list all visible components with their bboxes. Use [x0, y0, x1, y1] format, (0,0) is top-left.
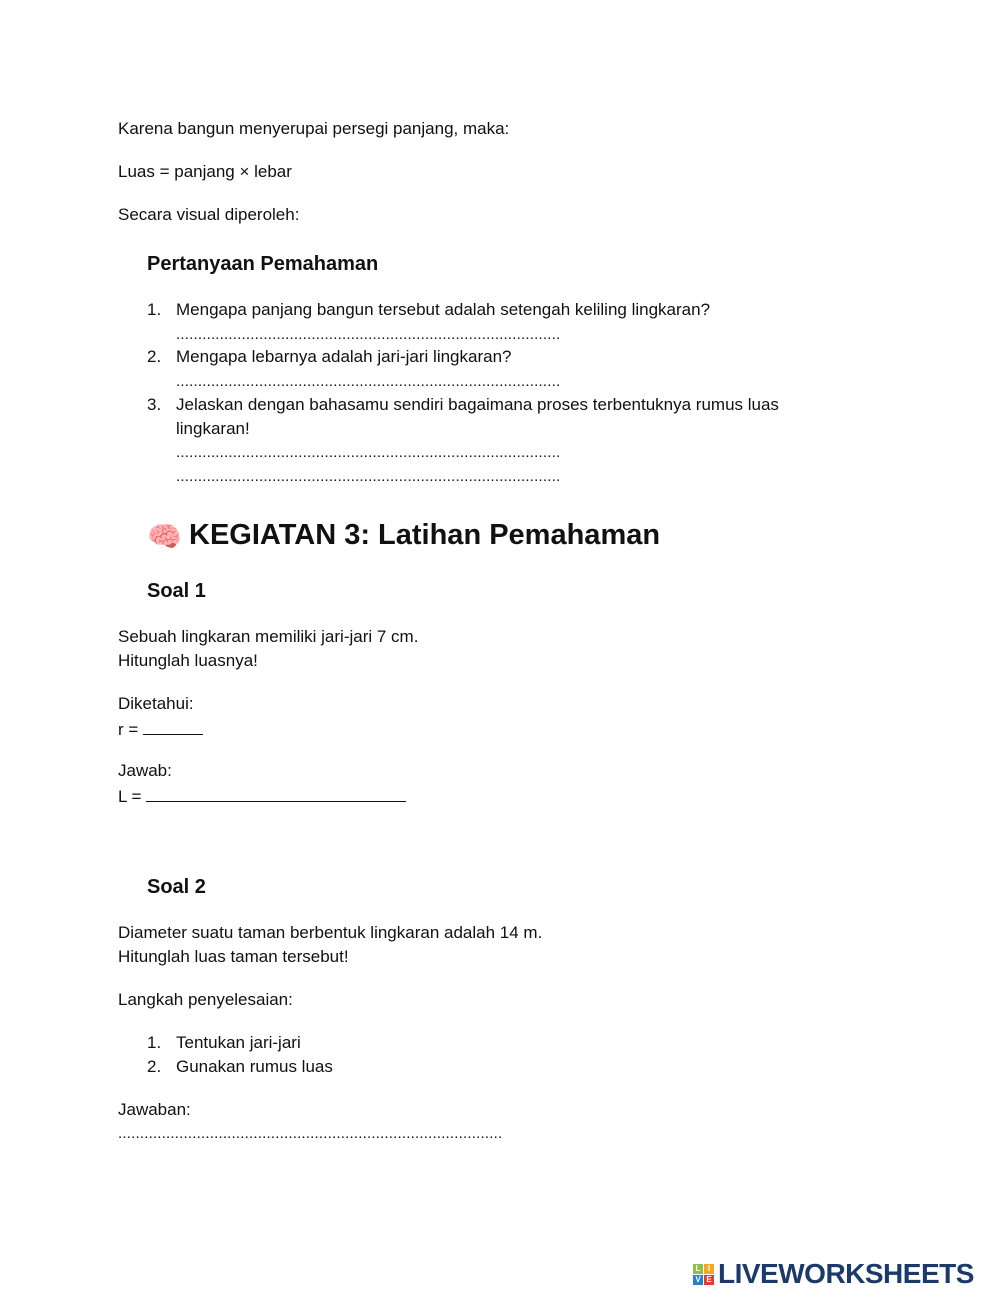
- liveworksheets-logo: [693, 1258, 974, 1290]
- soal1-text: Sebuah lingkaran memiliki jari-jari 7 cm.: [118, 627, 419, 646]
- soal2-jawaban: Jawaban:: [118, 1100, 191, 1119]
- intro-line: Secara visual diperoleh:: [118, 205, 300, 224]
- L-label: L =: [118, 787, 142, 806]
- soal2-title: Soal 2: [147, 876, 206, 898]
- logo-text: LIVEWORKSHEETS: [718, 1258, 974, 1289]
- soal1-text: Hitunglah luasnya!: [118, 651, 258, 670]
- soal1-L-field[interactable]: [118, 785, 406, 807]
- question-text: Jelaskan dengan bahasamu sendiri bagaimana proses terbentuknya rumus luas: [176, 395, 779, 414]
- step-text: Tentukan jari-jari: [176, 1033, 301, 1052]
- answer-line[interactable]: ........................................................................................: [118, 1125, 503, 1142]
- answer-line[interactable]: ........................................................................................: [176, 373, 561, 390]
- answer-line[interactable]: ........................................................................................: [176, 468, 561, 485]
- question-text: Mengapa panjang bangun tersebut adalah setengah keliling lingkaran?: [176, 300, 711, 319]
- question-text: lingkaran!: [176, 419, 250, 438]
- intro-line: Karena bangun menyerupai persegi panjang, maka:: [118, 119, 510, 138]
- soal2-text: Diameter suatu taman berbentuk lingkaran adalah 14 m.: [118, 923, 543, 942]
- step-text: Gunakan rumus luas: [176, 1057, 333, 1076]
- question-number: 2.: [147, 347, 162, 366]
- soal2-text: Hitunglah luas taman tersebut!: [118, 947, 349, 966]
- answer-line[interactable]: ........................................................................................: [176, 444, 561, 461]
- L-blank[interactable]: [146, 785, 406, 802]
- soal1-diketahui: Diketahui:: [118, 694, 194, 713]
- soal1-jawab: Jawab:: [118, 761, 172, 780]
- step-number: 2.: [147, 1057, 162, 1076]
- answer-line[interactable]: ........................................................................................: [176, 326, 561, 343]
- question-number: 3.: [147, 395, 162, 414]
- intro-line: Luas = panjang × lebar: [118, 162, 292, 181]
- section-title: Pertanyaan Pemahaman: [147, 253, 379, 275]
- soal1-r-field[interactable]: [118, 718, 203, 740]
- soal2-langkah: Langkah penyelesaian:: [118, 990, 293, 1009]
- r-blank[interactable]: [143, 718, 203, 735]
- r-label: r =: [118, 720, 139, 739]
- logo-squares-icon: L I V E: [693, 1264, 714, 1285]
- soal1-title: Soal 1: [147, 580, 206, 602]
- activity-title: KEGIATAN 3: Latihan Pemahaman: [189, 519, 661, 551]
- step-number: 1.: [147, 1033, 162, 1052]
- question-text: Mengapa lebarnya adalah jari-jari lingkaran?: [176, 347, 512, 366]
- question-number: 1.: [147, 300, 162, 319]
- brain-icon: 🧠: [147, 521, 182, 552]
